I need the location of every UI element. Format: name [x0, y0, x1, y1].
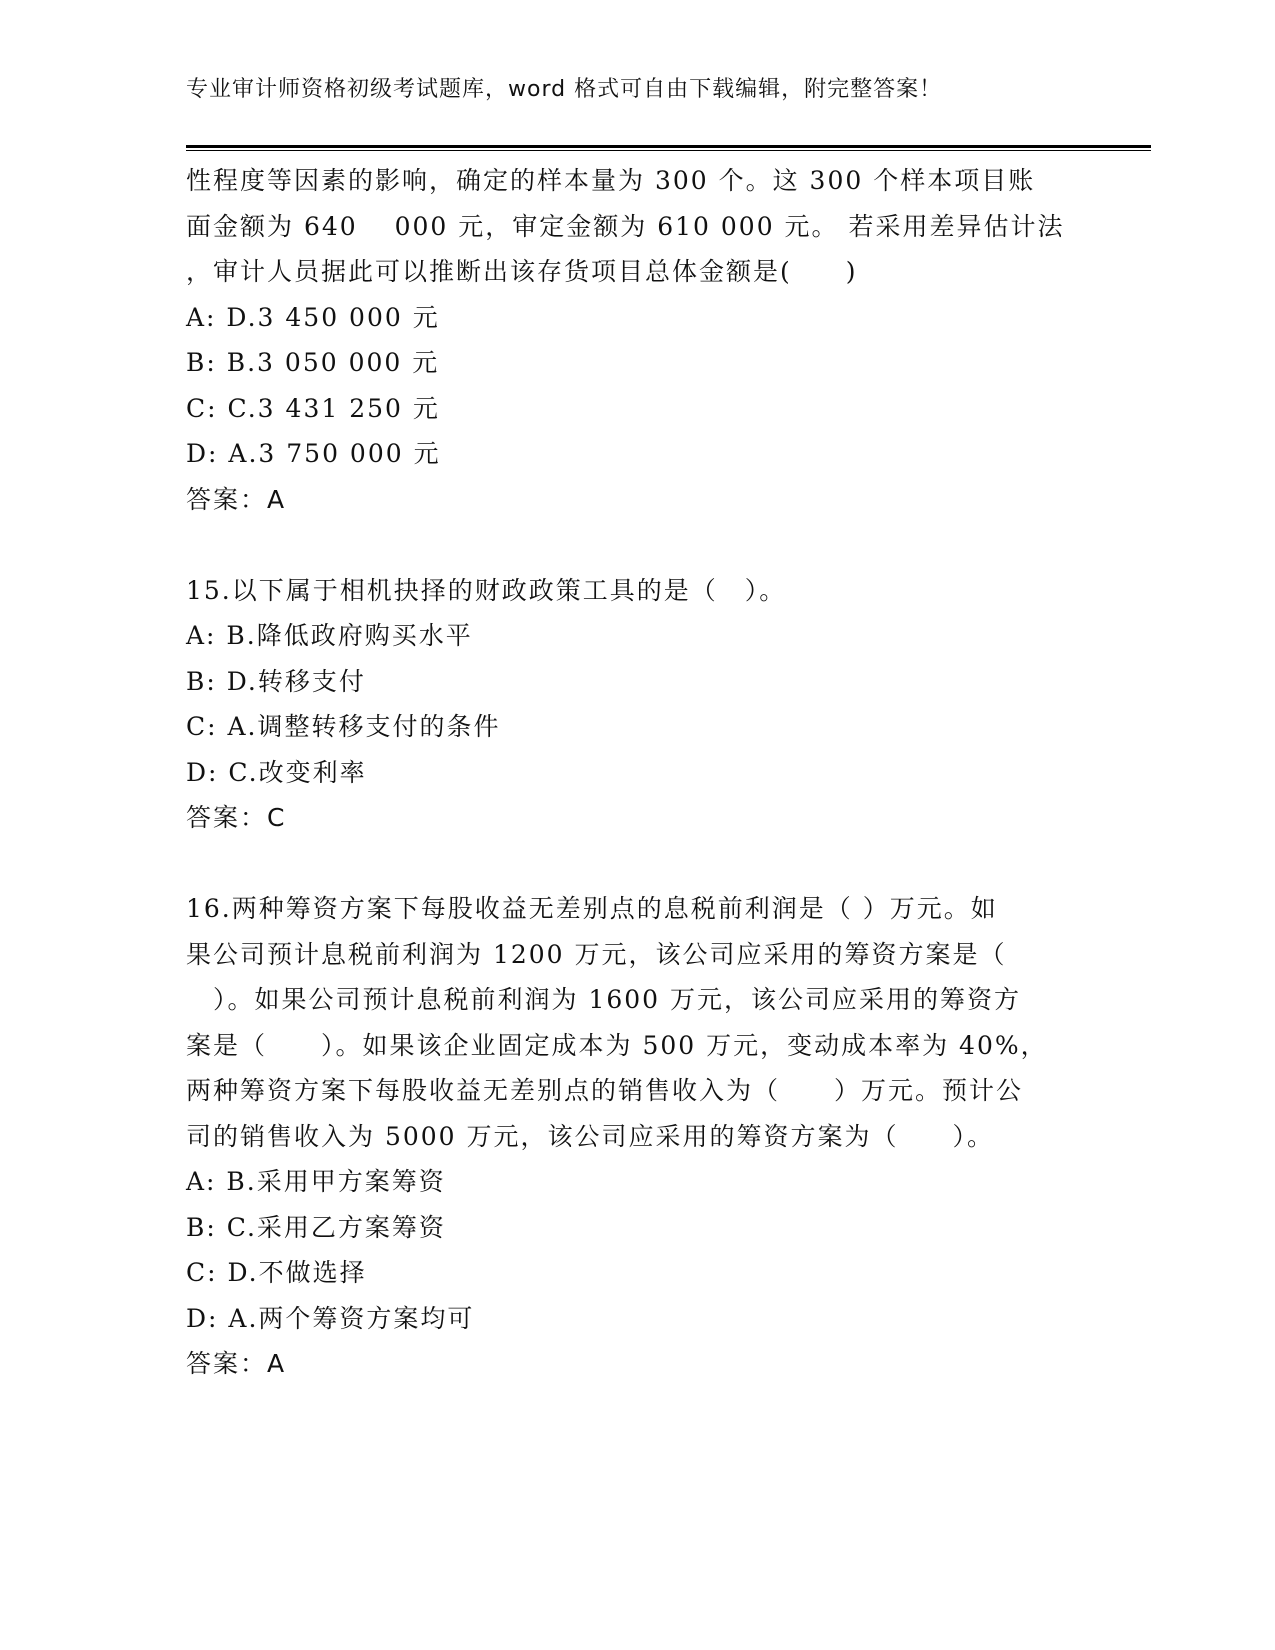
- question-text-line: 两种筹资方案下每股收益无差别点的销售收入为（ ）万元。预计公: [186, 1076, 1024, 1105]
- question-16: [186, 886, 1086, 1387]
- option-b: B: B.3 050 000 元: [186, 348, 440, 377]
- spacer: [186, 841, 1086, 887]
- option-b: B: D.转移支付: [186, 666, 366, 696]
- question-text-line: 面金额为 640 000 元，审定金额为 610 000 元。 若采用差异估计法: [186, 211, 1065, 241]
- answer: 答案：C: [186, 803, 287, 832]
- question-14: [186, 158, 1086, 522]
- question-text-line: 16.两种筹资方案下每股收益无差别点的息税前利润是（ ）万元。如: [186, 894, 998, 923]
- option-d: D: A.两个筹资方案均可: [186, 1303, 475, 1333]
- option-c: C: A.调整转移支付的条件: [186, 712, 501, 741]
- question-text-line: ，审计人员据此可以推断出该存货项目总体金额是( ): [186, 257, 858, 286]
- question-text-line: ）。如果公司预计息税前利润为 1600 万元，该公司应采用的筹资方: [186, 985, 1022, 1014]
- question-text-line: 15.以下属于相机抉择的财政政策工具的是（ ）。: [186, 575, 787, 605]
- option-d: D: A.3 750 000 元: [186, 439, 441, 468]
- question-text-line: 司的销售收入为 5000 万元，该公司应采用的筹资方案为（ ）。: [186, 1121, 995, 1151]
- question-text-line: 案是（ ）。如果该企业固定成本为 500 万元，变动成本率为 40%，: [186, 1030, 1048, 1060]
- option-a: A: B.降低政府购买水平: [186, 621, 473, 650]
- question-content: [186, 158, 1086, 1387]
- option-d: D: C.改变利率: [186, 757, 367, 787]
- option-c: C: D.不做选择: [186, 1258, 367, 1287]
- header-rule-thick: [186, 145, 1151, 148]
- page-header: 专业审计师资格初级考试题库，word 格式可自由下载编辑，附完整答案！: [186, 77, 943, 102]
- option-a: A: B.采用甲方案筹资: [186, 1167, 446, 1196]
- header-rule-thin: [186, 150, 1151, 151]
- answer: 答案：A: [186, 1349, 287, 1378]
- question-text-line: 果公司预计息税前利润为 1200 万元，该公司应采用的筹资方案是（: [186, 939, 1007, 969]
- spacer: [186, 522, 1086, 568]
- question-15: [186, 568, 1086, 841]
- question-text-line: 性程度等因素的影响，确定的样本量为 300 个。这 300 个样本项目账: [186, 166, 1036, 195]
- option-a: A: D.3 450 000 元: [186, 302, 440, 332]
- answer: 答案：A: [186, 484, 287, 514]
- option-b: B: C.采用乙方案筹资: [186, 1212, 446, 1242]
- option-c: C: C.3 431 250 元: [186, 393, 440, 423]
